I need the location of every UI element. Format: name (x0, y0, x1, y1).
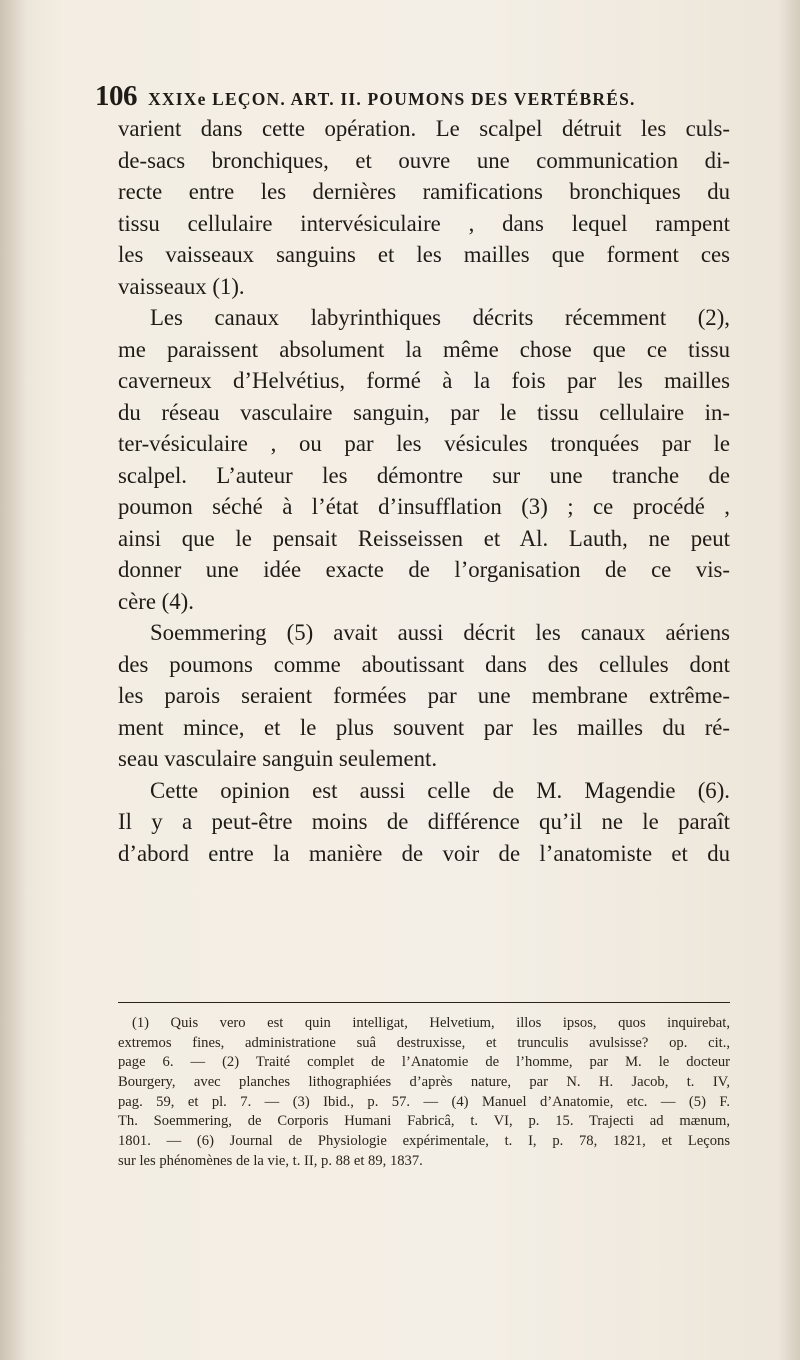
body-line: d’abord entre la manière de voir de l’anatomiste et du (118, 840, 730, 866)
body-line: poumon séché à l’état d’insufflation (3) ; ce procédé , (118, 494, 730, 519)
body-line: caverneux d’Helvétius, formé à la fois par les mailles (118, 368, 730, 393)
body-line: donner une idée exacte de l’organisation de ce vis- (118, 557, 730, 582)
body-line: tissu cellulaire intervésiculaire , dans lequel rampent (118, 210, 730, 236)
footnote-line: Bourgery, avec planches lithographiées d’après nature, par N. H. Jacob, t. IV, (118, 1074, 730, 1091)
body-line: Il y a peut-être moins de différence qu’il ne le paraît (118, 809, 730, 834)
body-line: recte entre les dernières ramifications bronchiques du (118, 179, 730, 204)
footnote-line: sur les phénomènes de la vie, t. II, p. 88 et 89, 1837. (118, 1152, 423, 1169)
body-text (118, 113, 730, 869)
body-line: scalpel. L’auteur les démontre sur une tranche de (118, 462, 730, 488)
body-line: cère (4). (118, 588, 194, 614)
body-line: Les canaux labyrinthiques décrits récemment (2), (150, 305, 730, 330)
body-line: seau vasculaire sanguin seulement. (118, 746, 438, 771)
footnote-line: (1) Quis vero est quin intelligat, Helvetium, illos ipsos, quos inquirebat, (132, 1015, 730, 1031)
body-line: ment mince, et le plus souvent par les mailles du ré- (118, 714, 730, 740)
body-line: Soemmering (5) avait aussi décrit les canaux aériens (150, 620, 730, 645)
footnote-line: extremos fines, administratione suâ destruxisse, et trunculis avulsisse? op. cit., (118, 1034, 730, 1051)
footnote-line: page 6. — (2) Traité complet de l’Anatomie de l’homme, par M. le docteur (118, 1054, 730, 1071)
running-head: XXIXe LEÇON. ART. II. POUMONS DES VERTÉBRÉS. (148, 89, 636, 109)
body-line: de-sacs bronchiques, et ouvre une communication di- (118, 147, 730, 173)
body-line: les parois seraient formées par une membrane extrême- (118, 683, 730, 708)
footnote-line: pag. 59, et pl. 7. — (3) Ibid., p. 57. — (4) Manuel d’Anatomie, etc. — (5) F. (118, 1093, 730, 1110)
footnote-line: Th. Soemmering, de Corporis Humani Fabricâ, t. VI, p. 15. Trajecti ad mænum, (118, 1113, 730, 1130)
footnotes (118, 1014, 730, 1172)
body-line: Cette opinion est aussi celle de M. Magendie (6). (150, 777, 730, 803)
body-line: vaisseaux (1). (118, 273, 245, 299)
spine-shadow (0, 0, 28, 1360)
body-line: des poumons comme aboutissant dans des cellules dont (118, 651, 730, 677)
footnote-line: 1801. — (6) Journal de Physiologie expérimentale, t. I, p. 78, 1821, et Leçons (118, 1133, 730, 1150)
footnote-separator (118, 1000, 730, 1010)
footnote-rule (118, 1002, 730, 1003)
body-line: ter-vésiculaire , ou par les vésicules tronquées par le (118, 431, 730, 456)
body-line: les vaisseaux sanguins et les mailles que forment ces (118, 242, 730, 267)
body-line: varient dans cette opération. Le scalpel détruit les culs- (118, 116, 730, 141)
body-line: ainsi que le pensait Reisseissen et Al. Lauth, ne peut (118, 525, 730, 551)
body-line: me paraissent absolument la même chose que ce tissu (118, 336, 730, 362)
body-line: du réseau vasculaire sanguin, par le tissu cellulaire in- (118, 399, 730, 425)
page-edge-shadow (778, 0, 800, 1360)
page-number: 106 (95, 80, 137, 112)
